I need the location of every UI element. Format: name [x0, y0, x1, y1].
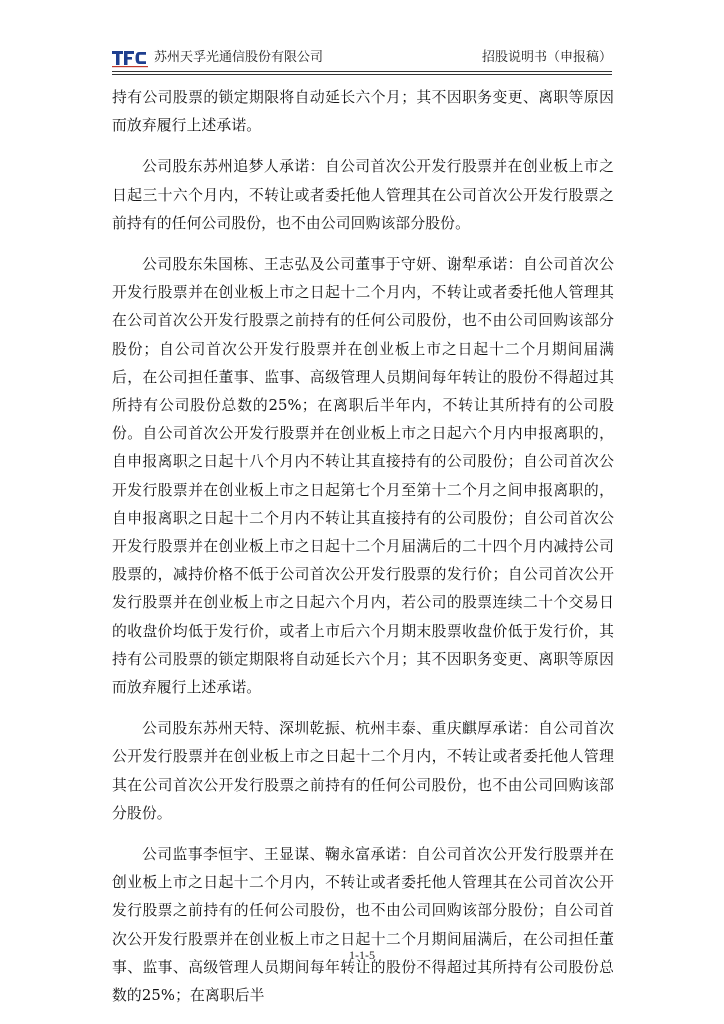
paragraph-shareholders-directors: 公司股东朱国栋、王志弘及公司董事于守妍、谢犁承诺：自公司首次公开发行股票并在创业板上市之日起十二个月内，不转让或者委托他人管理其在公司首次公开发行股票之前持有的任何公司股份，也不由公司回购该部分股份；自公司首次公开发行股票并在创业板上市之日起十二个月期间届满后，在公司担任董事、监事、高级管理人员期间每年转让的股份不得超过其所持有公司股份总数的25%；在离职后半年内，不转让其所持有的公司股份。自公司首次公开发行股票并在创业板上市之日起六个月内申报离职的，自申报离职之日起十八个月内不转让其直接持有的公司股份；自公司首次公开发行股票并在创业板上市之日起第七个月至第十二个月之间申报离职的，自申报离职之日起十二个月内不转让其直接持有的公司股份；自公司首次公开发行股票并在创业板上市之日起十二个月届满后的二十四个月内减持公司股票的，减持价格不低于公司首次公开发行股票的发行价；自公司首次公开发行股票并在创业板上市之日起六个月内，若公司的股票连续二十个交易日的收盘价均低于发行价，或者上市后六个月期末股票收盘价低于发行价，其持有公司股票的锁定期限将自动延长六个月；其不因职务变更、离职等原因而放弃履行上述承诺。: [112, 256, 614, 697]
paragraph-supervisors: 公司监事李恒宇、王显谋、鞠永富承诺：自公司首次公开发行股票并在创业板上市之日起十二个月内，不转让或者委托他人管理其在公司首次公开发行股票之前持有的任何公司股份，也不由公司回购该部分股份；自公司首次公开发行股票并在创业板上市之日起十二个月期间届满后，在公司担任董事、监事、高级管理人员期间每年转让的股份不得超过其所持有公司股份总数的25%；在离职后半: [112, 846, 614, 1005]
paragraph-zhuimengren: 公司股东苏州追梦人承诺：自公司首次公开发行股票并在创业板上市之日起三十六个月内，不转让或者委托他人管理其在公司首次公开发行股票之前持有的任何公司股份，也不由公司回购该部分股份。: [112, 158, 614, 232]
document-type: 招股说明书（申报稿）: [481, 50, 612, 65]
paragraph-continuation: 持有公司股票的锁定期限将自动延长六个月；其不因职务变更、离职等原因而放弃履行上述承诺。: [112, 89, 614, 135]
page-number: 1-1-5: [349, 948, 375, 962]
header-rule-thick: [112, 71, 612, 72]
document-body: [112, 84, 614, 1023]
header-rule-thin: [112, 74, 612, 75]
page-header: [112, 48, 612, 70]
tfc-logo-icon: [112, 48, 148, 68]
paragraph-institutional-shareholders: 公司股东苏州天特、深圳乾振、杭州丰泰、重庆麒厚承诺：自公司首次公开发行股票并在创业板上市之日起十二个月内，不转让或者委托他人管理其在公司首次公开发行股票之前持有的任何公司股份，也不由公司回购该部分股份。: [112, 720, 614, 822]
company-name: 苏州天孚光通信股份有限公司: [154, 50, 324, 65]
